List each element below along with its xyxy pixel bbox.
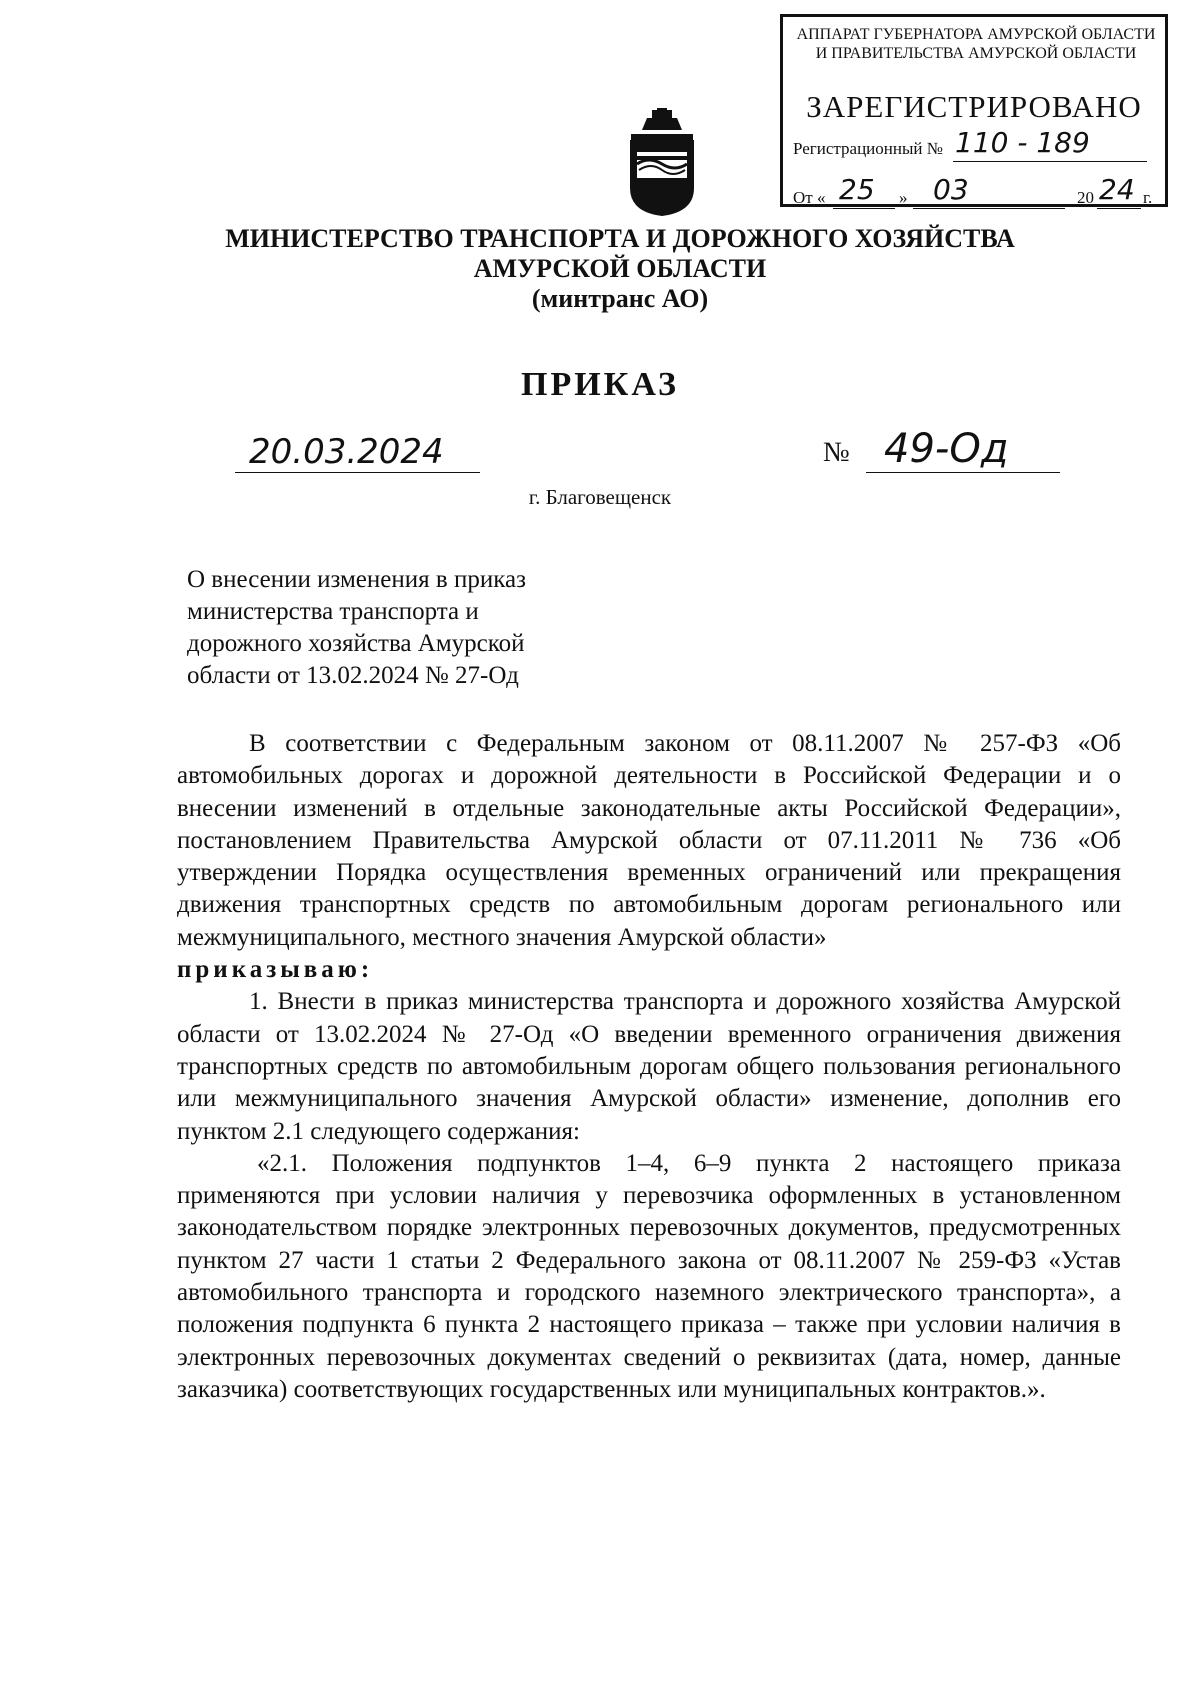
ministry-short-name: (минтранс АО) [531, 284, 709, 313]
stamp-month-field [913, 173, 1065, 209]
ministry-header [180, 224, 1060, 314]
order-number-label: № [823, 437, 850, 468]
order-subject [187, 564, 607, 692]
order-body [177, 728, 1121, 1406]
document-type: ПРИКАЗ [521, 366, 679, 403]
stamp-reg-label: Регистрационный № [793, 139, 943, 158]
stamp-reg-number-row [793, 126, 1157, 159]
stamp-organization [793, 25, 1159, 63]
subject-line4: области от 13.02.2024 № 27-Од [187, 662, 519, 689]
stamp-date-sep: » [899, 188, 908, 207]
order-date-field [235, 430, 480, 473]
preamble-paragraph: В соответствии с Федеральным законом от 08.11.2007 № 257-ФЗ «Об автомобильных дорогах и дорожной деятельности в Российской Федерации и о внесении изменений в отдельные законодательные акты Российской Федерации», постановлением Правительства Амурской области от 07.11.2011 № 736 «Об утверждении Порядка осуществления временных ограничений или прекращения движения транспортных средств по автомобильным дорогам регионального или межмуниципального, местного значения Амурской области» [177, 730, 1121, 951]
stamp-reg-number: 110 - 189 [955, 126, 1090, 159]
stamp-status: ЗАРЕГИСТРИРОВАНО [806, 89, 1142, 124]
stamp-org-line2: И ПРАВИТЕЛЬСТВА АМУРСКОЙ ОБЛАСТИ [815, 45, 1137, 62]
city: г. Благовещенск [528, 485, 672, 509]
stamp-date-suffix: г. [1143, 188, 1153, 207]
order-number-field [866, 426, 1060, 473]
order-keyword: приказываю: [177, 956, 374, 984]
ministry-name-line2: АМУРСКОЙ ОБЛАСТИ [473, 254, 767, 283]
stamp-year-field [1097, 173, 1141, 209]
item-1-paragraph: 1. Внести в приказ министерства транспорта и дорожного хозяйства Амурской области от 13.02.2024 № 27-Од «О введении временного ограничения движения транспортных средств по автомобильным дорогам общего пользования регионального или межмуниципального значения Амурской области» изменение, дополнив его пунктом 2.1 следующего содержания: [177, 988, 1121, 1145]
stamp-day-field [833, 173, 895, 209]
stamp-date-month: 03 [933, 173, 969, 206]
stamp-year-prefix: 20 [1077, 188, 1094, 207]
order-number: 49-Од [884, 426, 1009, 472]
stamp-date-day: 25 [839, 173, 875, 206]
subject-line2: министерства транспорта и [187, 598, 479, 625]
item-1-quote-paragraph: «2.1. Положения подпунктов 1–4, 6–9 пункта 2 настоящего приказа применяются при условии наличия у перевозчика оформленных в установленном законодательством порядке электронных перевозочных документов, предусмотренных пунктом 27 части 1 статьи 2 Федерального закона от 08.11.2007 № 259-ФЗ «Устав автомобильного транспорта и городского наземного электрического транспорта», а положения подпункта 6 пункта 2 настоящего приказа – также при условии наличия в электронных перевозочных документах сведений о реквизитах (дата, номер, данные заказчика) соответствующих государственных или муниципальных контрактов.». [177, 1149, 1121, 1403]
stamp-org-line1: АППАРАТ ГУБЕРНАТОРА АМУРСКОЙ ОБЛАСТИ [796, 26, 1156, 43]
stamp-reg-number-field [953, 126, 1147, 162]
order-date: 20.03.2024 [249, 432, 444, 472]
subject-line1: О внесении изменения в приказ [187, 566, 526, 593]
ministry-name-line1: МИНИСТЕРСТВО ТРАНСПОРТА И ДОРОЖНОГО ХОЗЯЙСТВА [225, 224, 1015, 253]
coat-of-arms-icon [627, 108, 697, 218]
subject-line3: дорожного хозяйства Амурской [187, 630, 525, 657]
stamp-date-year: 24 [1099, 173, 1135, 206]
registration-stamp [780, 14, 1168, 207]
stamp-date-row [793, 173, 1157, 208]
stamp-date-prefix: От « [793, 188, 826, 207]
